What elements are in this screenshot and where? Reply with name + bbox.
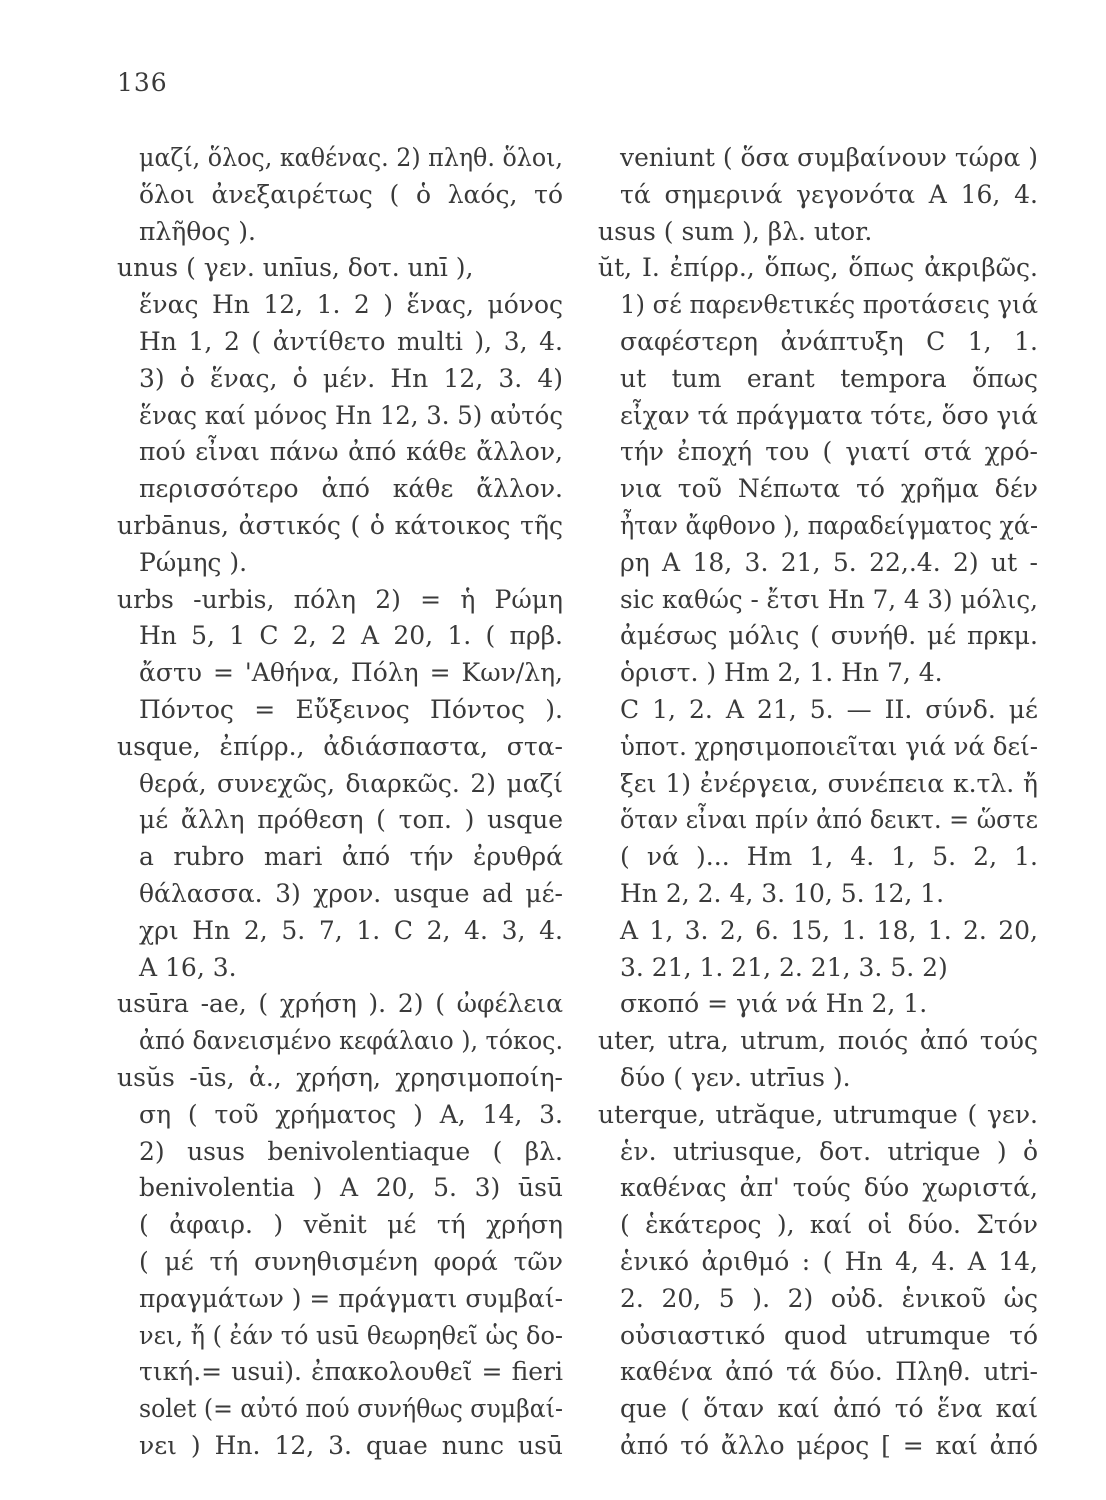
text-line: urbs -urbis, πόλη 2) = ἡ Ρώμη [117,584,563,614]
text-line: ( μέ τή συνηθισμένη φορά τῶν [139,1246,563,1276]
text-line: πλῆθος ). [139,216,257,246]
text-line: veniunt ( ὅσα συμβαίνουν τώρα ) [620,143,1038,172]
text-line: σκοπό = γιά νά Hn 2, 1. [620,989,928,1019]
right-column [598,140,1038,1465]
text-line: solet (= αὐτό πού συνήθως συμβαί- [139,1394,563,1424]
text-line: usque, ἐπίρρ., ἀδιάσπαστα, στα- [117,731,563,761]
text-line: ἀπό τό ἄλλο μέρος [ = καί ἀπό [620,1430,1038,1460]
text-line: ἑν. utriusque, δοτ. utrique ) ὁ [620,1136,1038,1166]
text-line: usŭs -ūs, ἀ., χρήση, χρησιμοποίη- [117,1062,563,1092]
text-line: ἄστυ = 'Αθήνα, Πόλη = Κων/λη, [139,658,563,688]
text-line: a rubro mari ἀπό τήν ἐρυθρά [139,842,563,872]
text-line: ut tum erant tempora ὅπως [620,363,1038,393]
text-line: unus ( γεν. unīus, δοτ. unī ), [117,253,474,283]
text-line: Ρώμης ). [139,547,248,577]
text-line: ρη A 18, 3. 21, 5. 22,.4. 2) ut - [620,547,1038,577]
text-line: ἕνας Hn 12, 1. 2 ) ἕνας, μόνος [139,290,563,320]
text-line: ὁριστ. ) Hm 2, 1. Hn 7, 4. [620,658,943,688]
text-line: τά σημερινά γεγονότα A 16, 4. [620,179,1038,209]
text-line: uter, utra, utrum, ποιός ἀπό τούς [598,1026,1038,1056]
text-line: ἀπό δανεισμένο κεφάλαιο ), τόκος. [139,1026,563,1056]
text-line: μαζί, ὅλος, καθένας. 2) πληθ. ὅλοι, [139,143,563,172]
text-line: C 1, 2. A 21, 5. — II. σύνδ. μέ [620,694,1038,724]
text-line: usūra -ae, ( χρήση ). 2) ( ὠφέλεια [117,989,563,1019]
text-line: sic καθώς - ἔτσι Hn 7, 4 3) μόλις, [620,584,1038,614]
text-line: χρι Hn 2, 5. 7, 1. C 2, 4. 3, 4. [139,915,563,945]
text-line: οὐσιαστικό quod utrumque τό [620,1320,1038,1350]
text-line: πραγμάτων ) = πράγματι συμβαί- [139,1283,563,1313]
text-line: 1) σέ παρενθετικές προτάσεις γιά [620,290,1038,320]
text-line: ὅταν εἶναι πρίν ἀπό δεικτ. = ὥστε [620,805,1038,835]
text-line: Hn 2, 2. 4, 3. 10, 5. 12, 1. [620,878,945,908]
text-line: εἶχαν τά πράγματα τότε, ὅσο γιά [620,400,1038,430]
text-line: usus ( sum ), βλ. utor. [598,216,873,246]
text-line: ση ( τοῦ χρήματος ) A, 14, 3. [139,1099,563,1129]
text-line: τική.= usui). ἐπακολουθεῖ = fieri [139,1357,563,1387]
text-line: A 1, 3. 2, 6. 15, 1. 18, 1. 2. 20, [620,915,1038,945]
text-line: ( νά )... Hm 1, 4. 1, 5. 2, 1. [620,842,1038,872]
text-line: περισσότερο ἀπό κάθε ἄλλον. [139,474,563,504]
text-line: ὑποτ. χρησιμοποιεῖται γιά νά δεί- [620,731,1038,761]
text-line: 2) usus benivolentiaque ( βλ. [139,1136,563,1166]
text-line: urbānus, ἀστικός ( ὁ κάτοικος τῆς [117,510,563,540]
text-line: Hn 1, 2 ( ἀντίθετο multi ), 3, 4. [139,326,563,356]
text-line: ξει 1) ἐνέργεια, συνέπεια κ.τλ. ἤ [620,768,1038,798]
left-column [117,140,563,1465]
text-line: benivolentia ) A 20, 5. 3) ūsū [139,1173,563,1203]
text-line: 3) ὁ ἕνας, ὁ μέν. Hn 12, 3. 4) [139,363,563,393]
text-line: ( ἑκάτερος ), καί οἱ δύο. Στόν [620,1210,1038,1240]
text-line: que ( ὅταν καί ἀπό τό ἕνα καί [620,1394,1038,1424]
text-line: καθένας ἀπ' τούς δύο χωριστά, [620,1173,1038,1203]
text-line: ἦταν ἄφθονο ), παραδείγματος χά- [620,510,1038,540]
text-line: 2. 20, 5 ). 2) οὐδ. ἑνικοῦ ὡς [620,1283,1038,1313]
text-line: ἕνας καί μόνος Hn 12, 3. 5) αὐτός [139,400,563,430]
text-line: 3. 21, 1. 21, 2. 21, 3. 5. 2) [620,952,948,982]
text-line: μέ ἄλλη πρόθεση ( τοπ. ) usque [139,805,563,835]
text-line: τήν ἐποχή του ( γιατί στά χρό- [620,437,1038,467]
text-line: Hn 5, 1 C 2, 2 A 20, 1. ( πρβ. [139,621,563,651]
text-line: ( ἀφαιρ. ) vĕnit μέ τή χρήση [139,1210,563,1240]
text-line: νει, ἤ ( ἐάν τό usū θεωρηθεῖ ὡς δο- [139,1320,563,1350]
text-line: ἑνικό ἀριθμό : ( Hn 4, 4. A 14, [620,1246,1038,1276]
text-line: πού εἶναι πάνω ἀπό κάθε ἄλλον, [139,437,563,467]
text-line: θάλασσα. 3) χρον. usque ad μέ- [139,878,563,908]
text-line: ἀμέσως μόλις ( συνήθ. μέ πρκμ. [620,621,1038,651]
text-line: νει ) Hn. 12, 3. quae nunc usū [139,1430,563,1460]
text-line: uterque, utrăque, utrumque ( γεν. [598,1099,1038,1129]
text-line: σαφέστερη ἀνάπτυξη C 1, 1. [620,326,1038,356]
text-line: θερά, συνεχῶς, διαρκῶς. 2) μαζί [139,768,563,798]
page-number: 136 [117,68,168,97]
text-line: Πόντος = Εὔξεινος Πόντος ). [139,694,563,724]
text-line: δύο ( γεν. utrīus ). [620,1062,851,1092]
text-line: ὅλοι ἀνεξαιρέτως ( ὁ λαός, τό [139,179,563,209]
text-line: καθένα ἀπό τά δύο. Πληθ. utri- [620,1357,1038,1387]
text-line: ŭt, I. ἐπίρρ., ὅπως, ὅπως ἀκριβῶς. [598,253,1038,283]
text-line: A 16, 3. [139,952,237,982]
text-line: νια τοῦ Νέπωτα τό χρῆμα δέν [620,474,1038,504]
